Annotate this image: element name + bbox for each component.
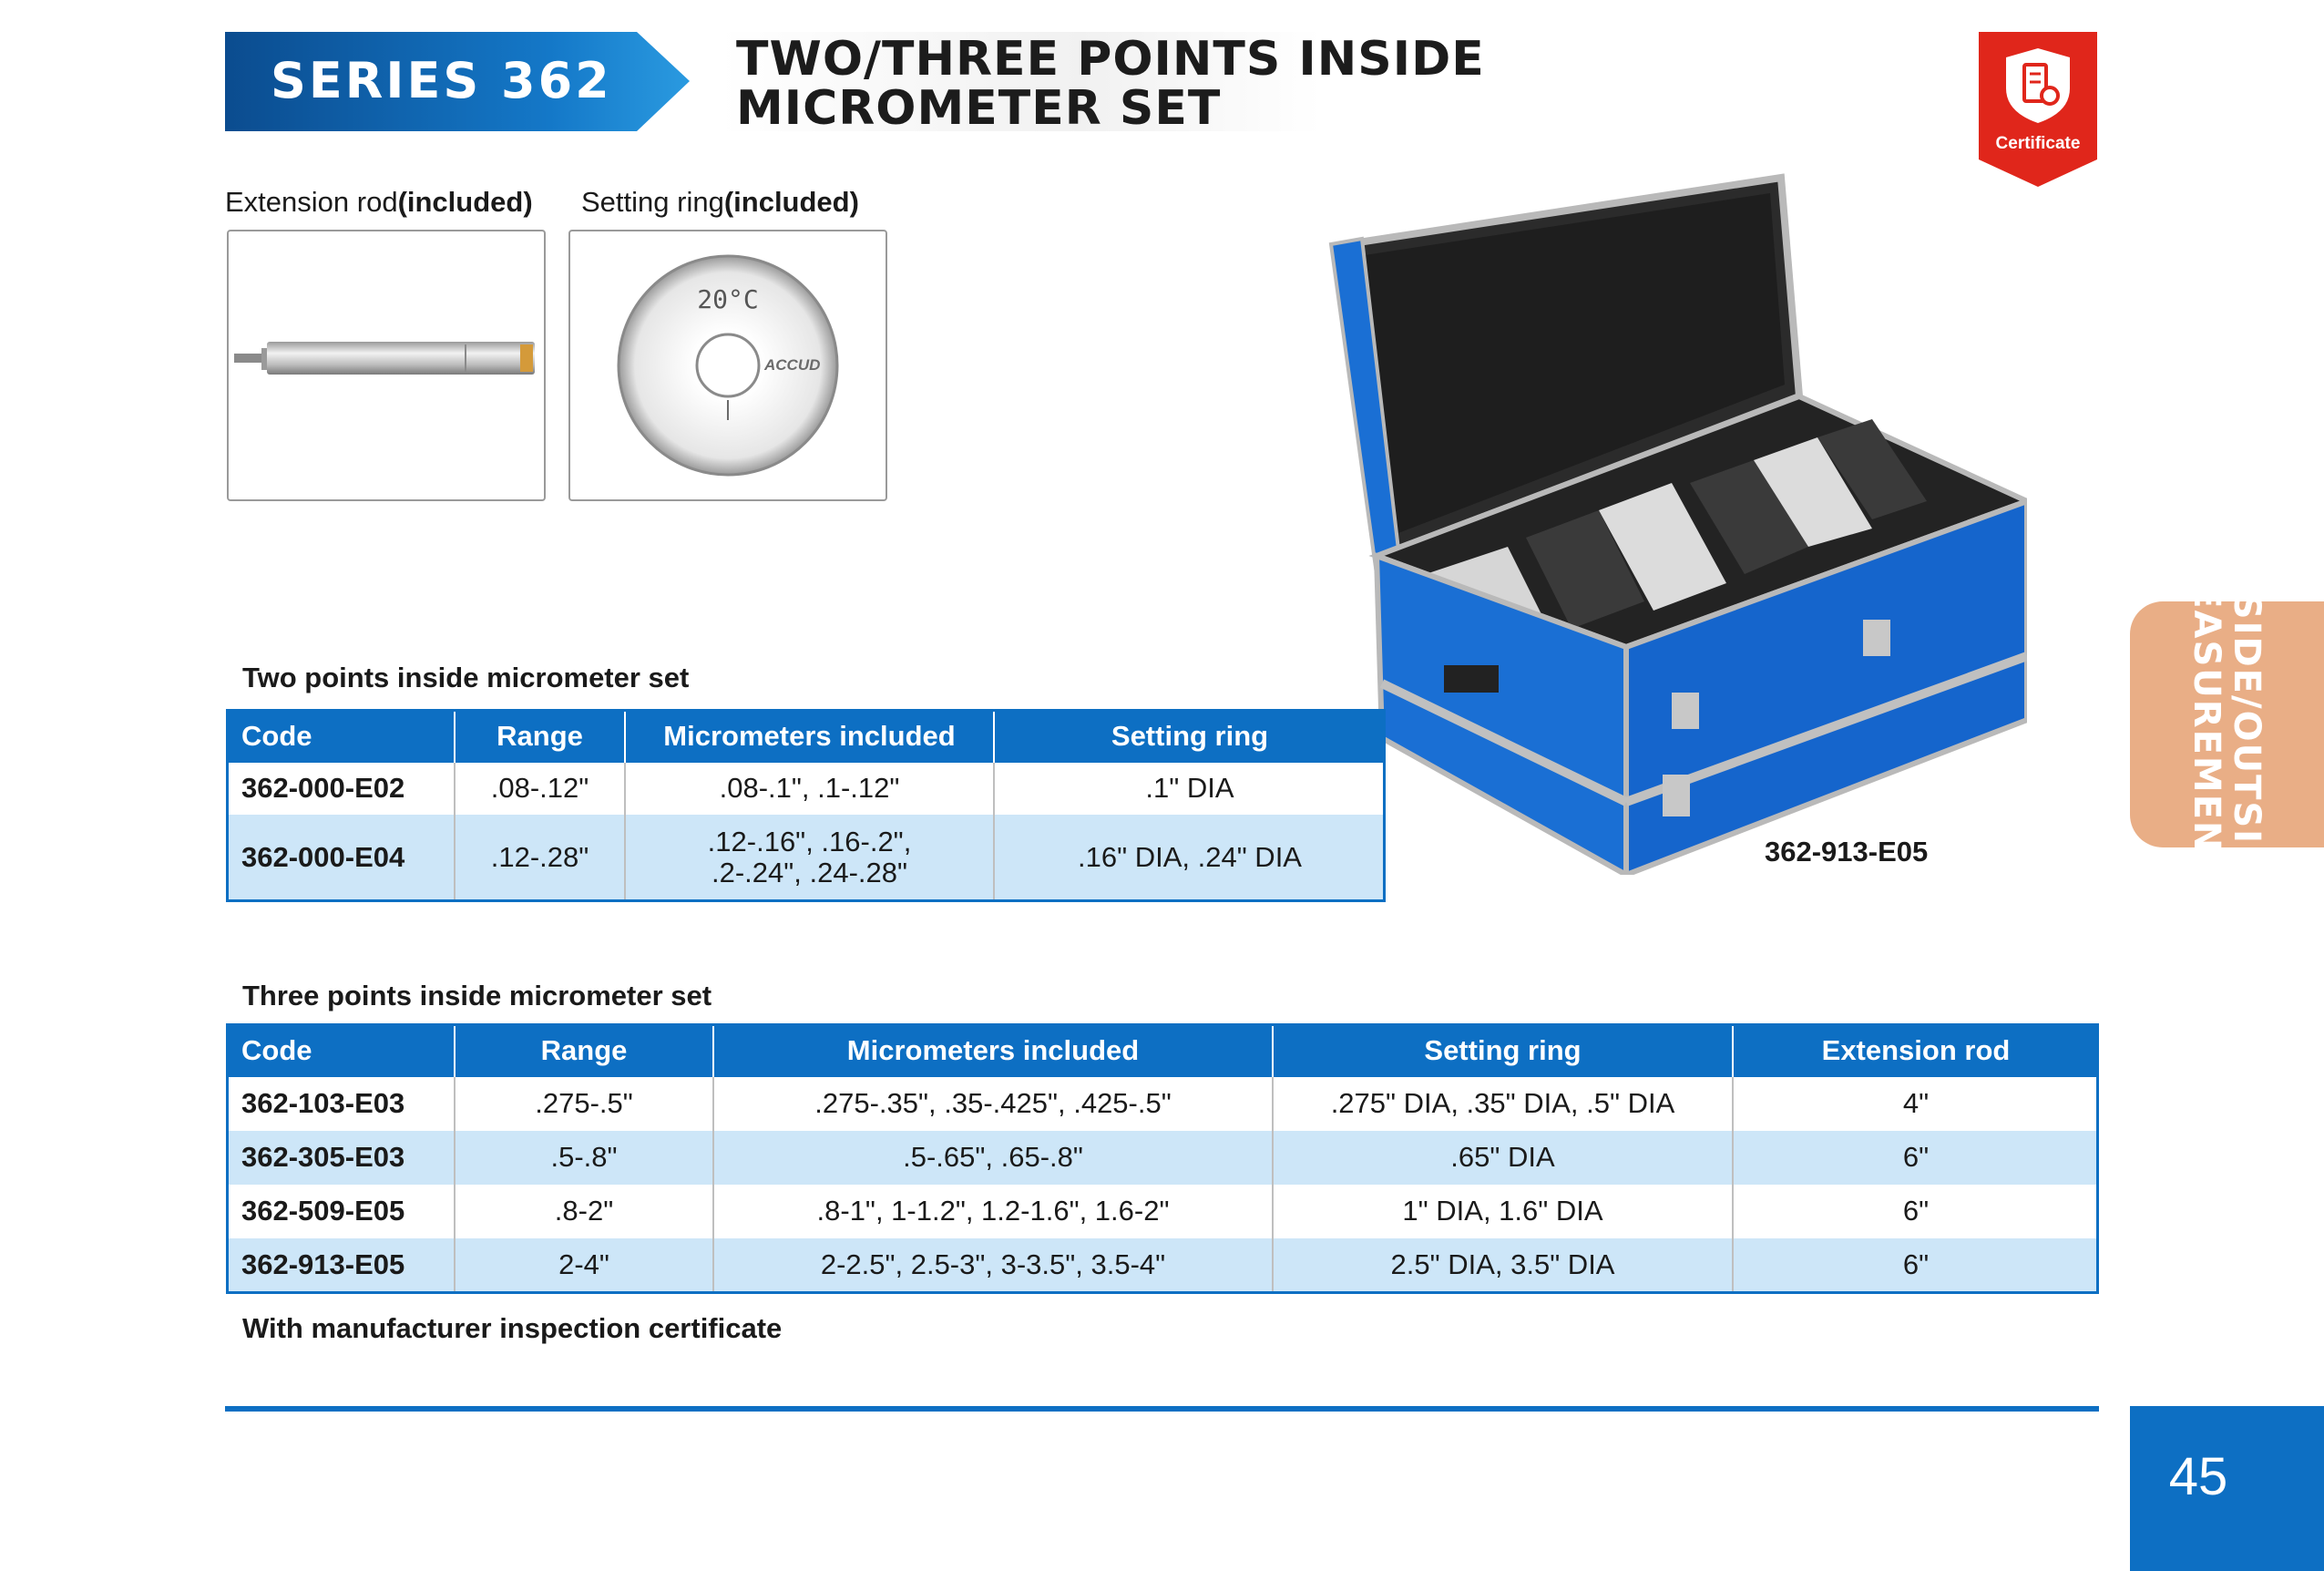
micrometer-case-illustration xyxy=(1326,173,2027,875)
setting-ring-caption-included: (included) xyxy=(723,186,859,218)
header-code: Code xyxy=(227,1024,455,1077)
section-side-tab xyxy=(2130,545,2324,904)
cell-setting-ring: 1" DIA, 1.6" DIA xyxy=(1273,1185,1733,1238)
header-code: Code xyxy=(227,710,455,763)
cell-code: 362-509-E05 xyxy=(227,1185,455,1238)
extension-rod-caption xyxy=(225,186,533,219)
extension-rod-illustration xyxy=(229,231,544,499)
table-header-row xyxy=(227,1024,2098,1077)
header-micrometers: Micrometers included xyxy=(713,1024,1273,1077)
cell-micrometers: .5-.65", .65-.8" xyxy=(713,1131,1273,1185)
cell-micrometers xyxy=(625,815,994,900)
table-row xyxy=(227,1185,2098,1238)
cell-micrometers: 2-2.5", 2.5-3", 3-3.5", 3.5-4" xyxy=(713,1238,1273,1292)
side-tab-line-1: INSIDE/OUTSIDE xyxy=(2226,545,2268,904)
table-row xyxy=(227,763,1385,815)
cell-code: 362-000-E02 xyxy=(227,763,455,815)
header-extension-rod: Extension rod xyxy=(1733,1024,2098,1077)
cell-micrometers: .275-.35", .35-.425", .425-.5" xyxy=(713,1077,1273,1131)
footer-rule xyxy=(225,1406,2099,1412)
certificate-badge-shape xyxy=(1979,32,2097,187)
ring-brand-mark: ACCUD xyxy=(764,356,821,374)
setting-ring-image xyxy=(568,230,887,501)
table-row xyxy=(227,1131,2098,1185)
cell-setting-ring: .1" DIA xyxy=(994,763,1385,815)
setting-ring-caption xyxy=(581,186,859,219)
two-points-table xyxy=(227,710,1385,900)
footnote: With manufacturer inspection certificate xyxy=(242,1312,783,1344)
cell-extension-rod: 6" xyxy=(1733,1131,2098,1185)
cell-range: .12-.28" xyxy=(455,815,625,900)
cell-setting-ring: .65" DIA xyxy=(1273,1131,1733,1185)
header-range: Range xyxy=(455,710,625,763)
side-tab-label xyxy=(2186,545,2267,903)
setting-ring-illustration xyxy=(570,231,886,499)
cell-micrometers: .08-.1", .1-.12" xyxy=(625,763,994,815)
ring-marking: 20°C xyxy=(697,284,759,314)
cell-extension-rod: 4" xyxy=(1733,1077,2098,1131)
certificate-badge xyxy=(1979,32,2097,187)
page-number: 45 xyxy=(2168,1447,2228,1506)
certificate-label: Certificate xyxy=(1995,134,2081,153)
side-tab-line-2: MEASUREMENT xyxy=(2186,545,2227,880)
title-line-2: MICROMETER SET xyxy=(736,81,1222,136)
series-banner xyxy=(225,32,690,131)
header-setting-ring: Setting ring xyxy=(1273,1024,1733,1077)
three-points-title: Three points inside micrometer set xyxy=(242,980,712,1011)
cell-code: 362-913-E05 xyxy=(227,1238,455,1292)
three-points-table xyxy=(227,1024,2098,1292)
cell-range: .08-.12" xyxy=(455,763,625,815)
cell-setting-ring: .275" DIA, .35" DIA, .5" DIA xyxy=(1273,1077,1733,1131)
cell-micrometers: .8-1", 1-1.2", 1.2-1.6", 1.6-2" xyxy=(713,1185,1273,1238)
extension-rod-caption-text: Extension rod xyxy=(225,186,398,218)
table-header-row xyxy=(227,710,1385,763)
page-title xyxy=(720,32,1485,136)
two-points-title: Two points inside micrometer set xyxy=(242,662,690,693)
title-line-1: TWO/THREE POINTS INSIDE xyxy=(736,32,1485,87)
header-micrometers: Micrometers included xyxy=(625,710,994,763)
case-code-label: 362-913-E05 xyxy=(1765,836,1929,868)
cell-range: 2-4" xyxy=(455,1238,713,1292)
cell-setting-ring: 2.5" DIA, 3.5" DIA xyxy=(1273,1238,1733,1292)
page-number-box xyxy=(2130,1406,2324,1571)
cell-range: .5-.8" xyxy=(455,1131,713,1185)
cell-code: 362-103-E03 xyxy=(227,1077,455,1131)
setting-ring-caption-text: Setting ring xyxy=(581,186,724,218)
cell-extension-rod: 6" xyxy=(1733,1238,2098,1292)
cell-range: .275-.5" xyxy=(455,1077,713,1131)
cell-micrometers-line-1: .12-.16", .16-.2", xyxy=(707,825,912,857)
cell-micrometers-line-2: .2-.24", .24-.28" xyxy=(711,857,908,888)
header-range: Range xyxy=(455,1024,713,1077)
header-setting-ring: Setting ring xyxy=(994,710,1385,763)
table-row xyxy=(227,1238,2098,1292)
cell-setting-ring: .16" DIA, .24" DIA xyxy=(994,815,1385,900)
micrometer-case-image xyxy=(1326,173,2027,875)
table-row xyxy=(227,1077,2098,1131)
cell-extension-rod: 6" xyxy=(1733,1185,2098,1238)
cell-code: 362-305-E03 xyxy=(227,1131,455,1185)
table-row xyxy=(227,815,1385,900)
cell-code: 362-000-E04 xyxy=(227,815,455,900)
series-label: SERIES 362 xyxy=(271,52,612,109)
extension-rod-image xyxy=(227,230,546,501)
extension-rod-caption-included: (included) xyxy=(397,186,533,218)
cell-range: .8-2" xyxy=(455,1185,713,1238)
